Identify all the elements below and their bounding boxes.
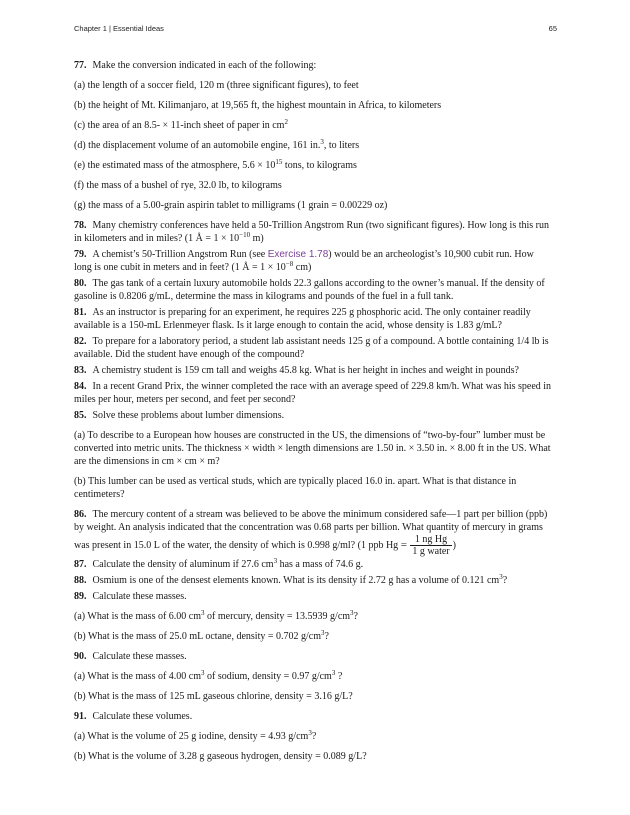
exercise-85: 85. Solve these problems about lumber dimensions. [74,410,285,421]
exercise-80: 80. The gas tank of a certain luxury automobile holds 22.3 gallons according to the owner’s manual. If the density of gasoline is 0.8206 g/mL, determine the mass in kilograms and pounds of the fuel in a full tank. [74,278,545,302]
exercise-83: 83. A chemistry student is 159 cm tall and weighs 45.8 kg. What is her height in inches and weight in pounds? [74,365,519,376]
exercise-91-part-b: (b) What is the volume of 3.28 g gaseous hydrogen, density = 0.089 g/L? [74,751,367,762]
exercise-88: 88. Osmium is one of the densest elements known. What is its density if 2.72 g has a volume of 0.121 $cm^3$? [74,573,508,586]
exercise-number: 87. [74,559,87,570]
exercise-77-part-c: (c) the area of an 8.5- × 11-inch sheet of paper in $cm^2$ [74,118,288,131]
chapter-header: Chapter 1 | Essential Ideas [74,24,164,33]
exercise-77-part-f: (f) the mass of a bushel of rye, 32.0 lb, to kilograms [74,180,282,191]
exercise-number: 82. [74,336,87,347]
page-number: 65 [548,24,557,33]
exercise-number: 81. [74,307,87,318]
exercise-90-part-b: (b) What is the mass of 125 mL gaseous chlorine, density = 3.16 g/L? [74,691,353,702]
exercise-91: 91. Calculate these volumes. [74,711,193,722]
exercise-77-part-e: (e) the estimated mass of the atmosphere, $5.6 \times 10^{15}$ tons, to kilograms [74,158,357,171]
exercise-77-part-d: (d) the displacement volume of an automobile engine, 161 in.$^3$, to liters [74,138,360,151]
exercise-number: 89. [74,591,87,602]
exercise-number: 86. [74,509,87,520]
exercise-89-part-b: (b) What is the mass of 25.0 mL octane, density = 0.702 $g/cm^3$? [74,629,329,642]
ppb-fraction: $\frac{\text{1 ng Hg}}{\text{1 g water}}$ [412,534,450,557]
exercise-number: 90. [74,651,87,662]
exercise-number: 85. [74,410,87,421]
exercise-77-part-g: (g) the mass of a 5.00-grain aspirin tablet to milligrams (1 grain = 0.00229 oz) [74,200,388,211]
exercise-link[interactable]: Exercise 1.78 [267,249,329,260]
exercise-87: 87. Calculate the density of aluminum if 27.6 $cm^3$ has a mass of 74.6 g. [74,557,364,570]
exercise-number: 79. [74,249,87,260]
exercise-78: 78. Many chemistry conferences have held a 50-Trillion Angstrom Run (two significant figures). How long is this run in kilometers and in miles? (1 Å = $1 \times 10^{-10}$ m) [74,220,549,244]
exercise-number: 88. [74,575,87,586]
exercise-90-part-a: (a) What is the mass of 4.00 $cm^3$ of sodium, density = 0.97 $g/cm^3$ ? [74,669,343,682]
exercise-list [74,59,554,763]
exercise-90: 90. Calculate these masses. [74,651,187,662]
exercise-89: 89. Calculate these masses. [74,591,187,602]
exercise-number: 80. [74,278,87,289]
exercise-number: 84. [74,381,87,392]
exercise-86: 86. The mercury content of a stream was believed to be above the minimum considered safe—1 part per billion (ppb) by weight. An analysis indicated that the concentration was 0.68 parts per billion. What quantity of mercury in grams was present in 15.0 L of the water, the density of which is 0.998 g/ml? (1 ppb Hg = $\frac{\text{1 ng Hg}}{\text{1 g water}}$ ) [74,509,548,557]
exercise-number: 78. [74,220,87,231]
exercise-81: 81. As an instructor is preparing for an experiment, he requires 225 g phosphoric acid. The only container readily available is a 150-mL Erlenmeyer flask. Is it large enough to contain the acid, whose density is 1.83 g/mL? [74,307,531,331]
exercise-77-part-b: (b) the height of Mt. Kilimanjaro, at 19,565 ft, the highest mountain in Africa, to kilometers [74,100,442,111]
exercise-89-part-a: (a) What is the mass of 6.00 $cm^3$ of mercury, density = 13.5939 $g/cm^3$? [74,609,358,622]
exercise-85-part-a: (a) To describe to a European how houses are constructed in the US, the dimensions of “two-by-four” lumber must be converted into metric units. The thickness × width × length dimensions are 1.50 in. × 3.50 in. × 8.00 ft in the US. What are the dimensions in cm × cm × m? [74,430,551,467]
exercise-79: 79. A chemist’s 50-Trillion Angstrom Run (see Exercise 1.78) would be an archeologist’s 10,900 cubit run. How long is one cubit in meters and in feet? (1 Å = $1 \times 10^{-8}$ cm) [74,249,534,273]
exercise-number: 83. [74,365,87,376]
exercise-91-part-a: (a) What is the volume of 25 g iodine, density = 4.93 $g/cm^3$? [74,729,317,742]
exercise-77: 77. Make the conversion indicated in each of the following: [74,60,317,71]
exercise-84: 84. In a recent Grand Prix, the winner completed the race with an average speed of 229.8 km/h. What was his speed in miles per hour, meters per second, and feet per second? [74,381,552,405]
exercise-number: 91. [74,711,87,722]
exercise-77-part-a: (a) the length of a soccer field, 120 m (three significant figures), to feet [74,80,359,91]
exercise-82: 82. To prepare for a laboratory period, a student lab assistant needs 125 g of a compound. A bottle containing 1/4 lb is available. Did the student have enough of the compound? [74,336,549,360]
exercise-85-part-b: (b) This lumber can be used as vertical studs, which are typically placed 16.0 in. apart. What is that distance in centimeters? [74,476,517,500]
exercise-number: 77. [74,60,87,71]
